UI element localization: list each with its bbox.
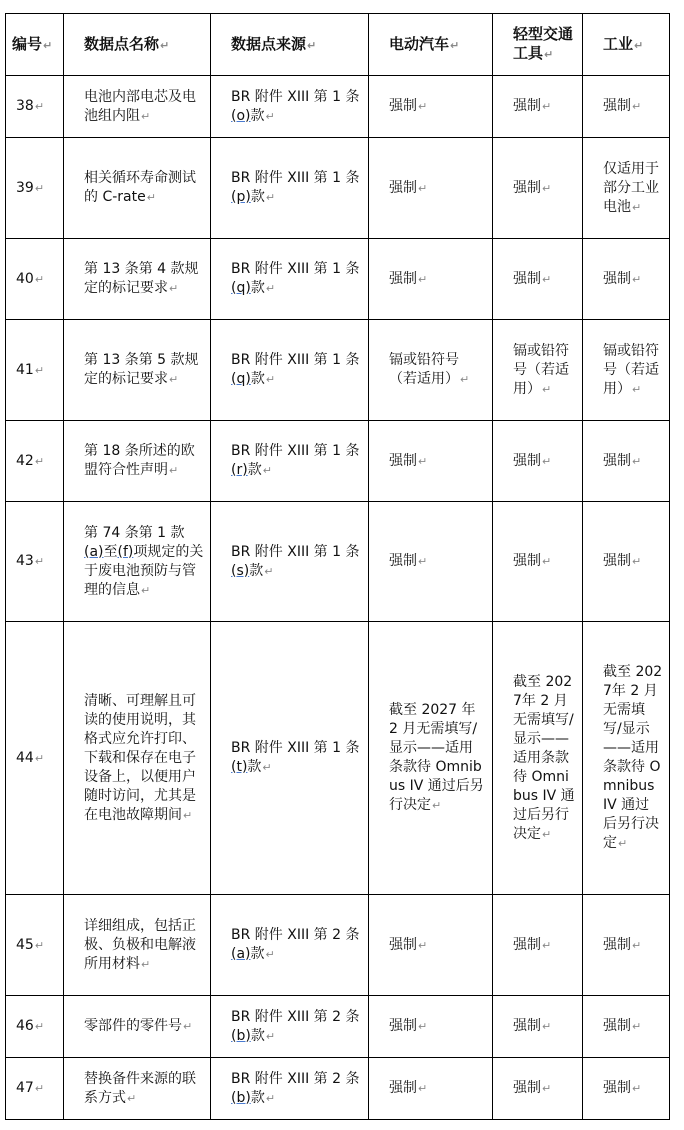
- cell-electric-vehicle: [369, 421, 493, 502]
- paragraph-mark: ↵: [146, 191, 156, 204]
- paragraph-mark: ↵: [265, 373, 276, 386]
- paragraph-mark: ↵: [418, 454, 428, 468]
- data-point-table: [5, 13, 670, 1120]
- table-row: [6, 138, 670, 239]
- paragraph-mark: ↵: [262, 761, 272, 774]
- source-suffix: 款: [247, 759, 262, 775]
- source-suffix: 款: [250, 280, 265, 296]
- industrial-requirement: 强制: [603, 270, 631, 287]
- table-row: [6, 239, 670, 320]
- industrial-requirement: 强制: [603, 452, 631, 469]
- industrial-requirement: 强制: [603, 936, 631, 953]
- cell-electric-vehicle: [369, 622, 493, 895]
- cell-industrial: [583, 502, 670, 622]
- paragraph-mark: ↵: [183, 808, 193, 822]
- data-point-name: 第 18 条所述的欧盟符合性声明: [84, 443, 195, 478]
- cell-light-means-of-transport: [493, 1058, 583, 1120]
- paragraph-mark: ↵: [542, 181, 552, 195]
- paragraph-mark: ↵: [34, 181, 45, 195]
- source-suffix: 款: [250, 107, 265, 124]
- row-number: 39: [16, 179, 34, 196]
- paragraph-mark: ↵: [34, 1020, 45, 1033]
- source-article: BR 附件 XIII 第 1 条: [231, 352, 360, 368]
- data-point-name-part: 项规定的关于废电池预防与管理的信息: [84, 543, 204, 598]
- cell-electric-vehicle: [369, 320, 493, 421]
- lev-requirement: 强制: [513, 179, 541, 196]
- paragraph-mark: ↵: [542, 272, 552, 286]
- cell-data-point-source: [211, 239, 369, 320]
- paragraph-mark: ↵: [265, 109, 275, 123]
- source-suffix: 款: [250, 189, 265, 205]
- cell-data-point-source: [211, 320, 369, 421]
- cell-light-means-of-transport: [493, 138, 583, 239]
- lev-requirement: 截至 2027年 2 月无需填写/显示——适用条款待 Omnibus IV 通过后另行决定: [513, 673, 575, 842]
- cell-industrial: [583, 421, 670, 502]
- paragraph-mark: ↵: [141, 583, 151, 597]
- paragraph-mark: ↵: [34, 454, 45, 468]
- source-article: BR 附件 XIII 第 1 条: [231, 170, 360, 186]
- lev-requirement: 镉或铅符号（若适用）: [513, 342, 569, 397]
- cell-industrial: [583, 138, 670, 239]
- paragraph-mark: ↵: [450, 38, 460, 52]
- paragraph-mark: ↵: [618, 837, 628, 850]
- table-row: [6, 622, 670, 895]
- paragraph-mark: ↵: [183, 1020, 193, 1033]
- source-article: BR 附件 XIII 第 1 条: [231, 88, 360, 105]
- paragraph-mark: ↵: [43, 38, 53, 52]
- source-article: BR 附件 XIII 第 1 条: [231, 543, 360, 560]
- source-suffix: 款: [250, 946, 265, 962]
- ev-requirement: 强制: [389, 1018, 417, 1034]
- table-row: [6, 320, 670, 421]
- source-code: (s): [231, 562, 250, 579]
- paragraph-mark: ↵: [418, 1020, 428, 1033]
- cell-light-means-of-transport: [493, 996, 583, 1058]
- cell-electric-vehicle: [369, 138, 493, 239]
- table-row: [6, 996, 670, 1058]
- paragraph-mark: ↵: [634, 38, 644, 52]
- cell-data-point-name: [64, 421, 211, 502]
- row-number: 43: [16, 553, 34, 569]
- ev-requirement: 截至 2027 年 2 月无需填写/显示——适用条款待 Omnibus IV 通过后另行决定: [389, 702, 484, 813]
- paragraph-mark: ↵: [542, 454, 552, 468]
- paragraph-mark: ↵: [542, 1082, 552, 1095]
- cell-industrial: [583, 996, 670, 1058]
- paragraph-mark: ↵: [264, 564, 274, 578]
- source-suffix: 款: [250, 1027, 265, 1044]
- lev-requirement: 强制: [513, 1018, 541, 1034]
- cell-number: [6, 138, 64, 239]
- lev-requirement: 强制: [513, 1080, 541, 1096]
- cell-data-point-name: [64, 502, 211, 622]
- source-article: BR 附件 XIII 第 2 条: [231, 927, 360, 943]
- row-number: 46: [16, 1018, 34, 1034]
- cell-electric-vehicle: [369, 76, 493, 138]
- cell-data-point-name: [64, 1058, 211, 1120]
- ev-requirement: 强制: [389, 1080, 417, 1096]
- cell-industrial: [583, 76, 670, 138]
- source-code: (b): [231, 1089, 251, 1106]
- lev-requirement: 强制: [513, 553, 541, 569]
- paragraph-mark: ↵: [632, 200, 642, 214]
- source-suffix: 款: [247, 462, 262, 478]
- paragraph-mark: ↵: [632, 100, 642, 113]
- lev-requirement: 强制: [513, 936, 541, 953]
- header-light-means-of-transport: 轻型交通工具↵: [493, 14, 583, 76]
- paragraph-mark: ↵: [542, 938, 552, 952]
- ev-requirement: 强制: [389, 553, 417, 569]
- paragraph-mark: ↵: [141, 957, 151, 971]
- cell-data-point-source: [211, 1058, 369, 1120]
- cell-number: [6, 76, 64, 138]
- source-code: (a): [231, 946, 251, 962]
- row-number: 42: [16, 452, 34, 469]
- source-code: (r): [231, 462, 248, 478]
- source-article: BR 附件 XIII 第 1 条: [231, 443, 360, 459]
- source-article: BR 附件 XIII 第 2 条: [231, 1070, 360, 1087]
- paragraph-mark: ↵: [544, 48, 554, 61]
- ev-requirement: 强制: [389, 270, 417, 287]
- data-point-name-code: (f): [117, 543, 134, 560]
- cell-data-point-source: [211, 138, 369, 239]
- cell-data-point-source: [211, 421, 369, 502]
- paragraph-mark: ↵: [418, 1082, 428, 1095]
- table-header-row: [6, 14, 670, 76]
- table-row: [6, 76, 670, 138]
- data-point-name-code: (a): [84, 543, 104, 560]
- cell-data-point-source: [211, 996, 369, 1058]
- industrial-requirement: 强制: [603, 553, 631, 569]
- paragraph-mark: ↵: [169, 373, 179, 386]
- paragraph-mark: ↵: [632, 1082, 642, 1095]
- cell-electric-vehicle: [369, 239, 493, 320]
- cell-number: [6, 622, 64, 895]
- paragraph-mark: ↵: [34, 938, 45, 952]
- ev-requirement: 镉或铅符号（若适用）: [389, 352, 459, 387]
- cell-number: [6, 996, 64, 1058]
- paragraph-mark: ↵: [169, 282, 179, 295]
- cell-data-point-name: [64, 895, 211, 996]
- source-code: (q): [231, 280, 251, 296]
- cell-light-means-of-transport: [493, 421, 583, 502]
- data-point-name: 相关循环寿命测试的 C-rate: [84, 170, 196, 205]
- industrial-requirement: 仅适用于部分工业电池: [603, 160, 659, 215]
- header-industrial: 工业↵: [583, 14, 670, 76]
- cell-data-point-name: [64, 138, 211, 239]
- paragraph-mark: ↵: [542, 382, 552, 396]
- paragraph-mark: ↵: [632, 555, 642, 568]
- paragraph-mark: ↵: [542, 1020, 552, 1033]
- paragraph-mark: ↵: [542, 100, 552, 113]
- paragraph-mark: ↵: [34, 555, 45, 568]
- ev-requirement: 强制: [389, 179, 417, 196]
- paragraph-mark: ↵: [432, 799, 442, 812]
- paragraph-mark: ↵: [418, 555, 428, 568]
- cell-electric-vehicle: [369, 1058, 493, 1120]
- table-row: [6, 502, 670, 622]
- table-row: [6, 895, 670, 996]
- data-point-name: 清晰、可理解且可读的使用说明，其格式应允许打印、下载和保存在电子设备上，以便用户随时访问，尤其是在电池故障期间: [84, 692, 196, 823]
- cell-light-means-of-transport: [493, 895, 583, 996]
- cell-data-point-name: [64, 996, 211, 1058]
- data-point-name: 替换备件来源的联系方式: [84, 1070, 196, 1106]
- cell-number: [6, 895, 64, 996]
- cell-number: [6, 421, 64, 502]
- row-number: 40: [16, 270, 34, 287]
- lev-requirement: 强制: [513, 452, 541, 469]
- lev-requirement: 强制: [513, 270, 541, 287]
- source-code: (q): [231, 371, 251, 387]
- ev-requirement: 强制: [389, 936, 417, 953]
- paragraph-mark: ↵: [418, 272, 428, 286]
- paragraph-mark: ↵: [34, 272, 45, 286]
- paragraph-mark: ↵: [160, 38, 170, 52]
- data-point-name-part: 至: [103, 543, 118, 560]
- ev-requirement: 强制: [389, 98, 417, 114]
- paragraph-mark: ↵: [34, 100, 45, 113]
- paragraph-mark: ↵: [632, 938, 642, 952]
- source-article: BR 附件 XIII 第 2 条: [231, 1008, 360, 1025]
- table-row: [6, 1058, 670, 1120]
- paragraph-mark: ↵: [262, 464, 272, 477]
- data-point-name-part: 第 74 条第 1 款: [84, 524, 185, 541]
- cell-electric-vehicle: [369, 895, 493, 996]
- source-code: (t): [231, 759, 248, 775]
- paragraph-mark: ↵: [632, 382, 642, 396]
- row-number: 41: [16, 361, 34, 378]
- paragraph-mark: ↵: [542, 555, 552, 568]
- cell-data-point-name: [64, 76, 211, 138]
- data-point-name: 详细组成，包括正极、负极和电解液所用材料: [84, 917, 196, 972]
- data-point-name: 电池内部电芯及电池组内阻: [84, 88, 196, 124]
- cell-industrial: [583, 239, 670, 320]
- paragraph-mark: ↵: [418, 100, 428, 113]
- paragraph-mark: ↵: [34, 363, 45, 377]
- industrial-requirement: 强制: [603, 1080, 631, 1096]
- paragraph-mark: ↵: [265, 1029, 276, 1043]
- paragraph-mark: ↵: [265, 1091, 276, 1105]
- row-number: 38: [16, 98, 34, 114]
- cell-light-means-of-transport: [493, 502, 583, 622]
- cell-industrial: [583, 622, 670, 895]
- cell-light-means-of-transport: [493, 76, 583, 138]
- data-point-name: 第 13 条第 5 款规定的标记要求: [84, 352, 199, 387]
- source-code: (p): [231, 189, 251, 205]
- source-suffix: 款: [249, 562, 264, 579]
- source-suffix: 款: [250, 1089, 265, 1106]
- row-number: 45: [16, 936, 34, 953]
- paragraph-mark: ↵: [265, 948, 275, 961]
- table-row: [6, 421, 670, 502]
- cell-data-point-source: [211, 895, 369, 996]
- paragraph-mark: ↵: [265, 191, 276, 204]
- cell-industrial: [583, 320, 670, 421]
- paragraph-mark: ↵: [418, 181, 428, 195]
- cell-light-means-of-transport: [493, 320, 583, 421]
- paragraph-mark: ↵: [34, 1082, 45, 1095]
- source-code: (b): [231, 1027, 251, 1044]
- industrial-requirement: 镉或铅符号（若适用）: [603, 342, 659, 397]
- cell-data-point-name: [64, 239, 211, 320]
- header-data-point-source: 数据点来源↵: [211, 14, 369, 76]
- cell-number: [6, 320, 64, 421]
- cell-data-point-source: [211, 76, 369, 138]
- cell-light-means-of-transport: [493, 239, 583, 320]
- cell-industrial: [583, 1058, 670, 1120]
- industrial-requirement: 截至 2027年 2 月无需填写/显示——适用条款待 Omnibus IV 通过后另行决定: [603, 664, 663, 851]
- cell-electric-vehicle: [369, 502, 493, 622]
- ev-requirement: 强制: [389, 452, 417, 469]
- data-point-name: 零部件的零件号: [84, 1018, 182, 1034]
- row-number: 47: [16, 1080, 34, 1096]
- paragraph-mark: ↵: [632, 1020, 642, 1033]
- paragraph-mark: ↵: [127, 1091, 137, 1105]
- source-article: BR 附件 XIII 第 1 条: [231, 740, 360, 756]
- cell-data-point-name: [64, 622, 211, 895]
- header-electric-vehicle: 电动汽车↵: [369, 14, 493, 76]
- cell-industrial: [583, 895, 670, 996]
- cell-number: [6, 1058, 64, 1120]
- data-point-name: 第 13 条第 4 款规定的标记要求: [84, 261, 199, 296]
- cell-data-point-name: [64, 320, 211, 421]
- industrial-requirement: 强制: [603, 1018, 631, 1034]
- row-number: 44: [16, 749, 34, 766]
- paragraph-mark: ↵: [632, 454, 642, 468]
- cell-data-point-source: [211, 502, 369, 622]
- lev-requirement: 强制: [513, 98, 541, 114]
- paragraph-mark: ↵: [460, 373, 470, 386]
- paragraph-mark: ↵: [418, 938, 428, 952]
- paragraph-mark: ↵: [542, 827, 552, 841]
- paragraph-mark: ↵: [307, 38, 317, 52]
- paragraph-mark: ↵: [265, 282, 276, 295]
- cell-electric-vehicle: [369, 996, 493, 1058]
- cell-data-point-source: [211, 622, 369, 895]
- paragraph-mark: ↵: [169, 464, 179, 477]
- cell-number: [6, 239, 64, 320]
- industrial-requirement: 强制: [603, 98, 631, 114]
- header-number: 编号↵: [6, 14, 64, 76]
- paragraph-mark: ↵: [632, 272, 642, 286]
- paragraph-mark: ↵: [141, 109, 151, 123]
- source-suffix: 款: [250, 371, 265, 387]
- source-article: BR 附件 XIII 第 1 条: [231, 261, 360, 277]
- source-code: (o): [231, 107, 251, 124]
- header-data-point-name: 数据点名称↵: [64, 14, 211, 76]
- cell-number: [6, 502, 64, 622]
- paragraph-mark: ↵: [34, 751, 45, 765]
- cell-light-means-of-transport: [493, 622, 583, 895]
